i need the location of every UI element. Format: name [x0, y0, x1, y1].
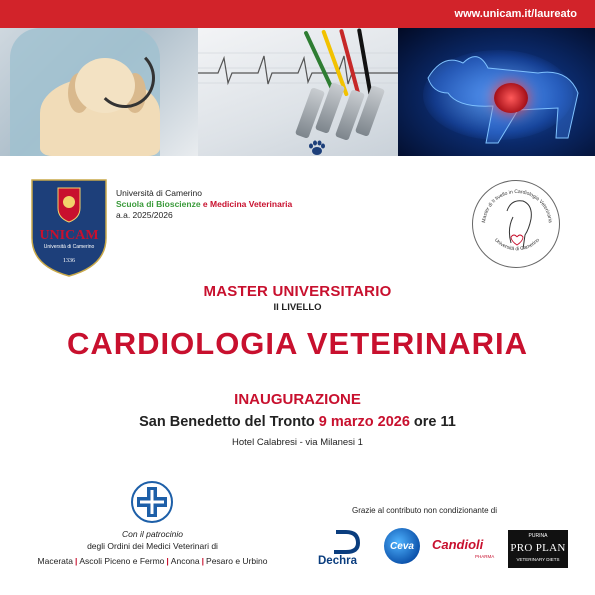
sponsors-label: Grazie al contributo non condizionante di: [352, 506, 497, 515]
program-level: II LIVELLO: [273, 302, 322, 313]
academic-year: a.a. 2025/2026: [116, 210, 173, 220]
purina-top-text: PURINA: [528, 533, 548, 539]
school-name-part1: Scuola di Bioscienze: [116, 199, 201, 209]
patronage-places: Macerata | Ascoli Piceno e Fermo | Ancona | Pesaro e Urbino: [37, 556, 268, 566]
vet-with-dog-photo: [0, 28, 198, 156]
event-date: 9 marzo 2026: [318, 414, 410, 430]
place-item: Macerata: [37, 556, 73, 566]
candioli-sub-text: PHARMA: [475, 554, 495, 559]
stethoscope-icon: [95, 48, 155, 108]
event-label: INAUGURAZIONE: [234, 391, 361, 408]
place-item: Ancona: [170, 556, 200, 566]
school-name-part2: e Medicina Veterinaria: [200, 199, 293, 209]
website-url[interactable]: www.unicam.it/laureato: [454, 8, 577, 20]
seal-top-text: Master di II livello in Cardiologia Veterinaria: [481, 188, 553, 224]
paw-icon: [308, 140, 326, 156]
crest-name-text: UNICAM: [39, 228, 99, 243]
dog-silhouette-icon: [507, 201, 531, 249]
master-seal-logo: [472, 180, 560, 268]
place-item: Ascoli Piceno e Fermo: [79, 556, 165, 566]
dechra-logo-text: Dechra: [318, 555, 357, 567]
crest-subtitle-text: Università di Camerino: [43, 244, 95, 250]
dog-heart-xray-photo: [398, 28, 595, 156]
purina-bottom-text: VETERINARY DIETS: [516, 557, 560, 562]
header-photo-strip: [0, 28, 595, 156]
patronage-line2: degli Ordini dei Medici Veterinari di: [87, 540, 218, 551]
place-item: Pesaro e Urbino: [206, 556, 268, 566]
event-time: ore 11: [409, 414, 456, 430]
event-datetime: [0, 414, 595, 430]
university-name: Università di Camerino: [116, 188, 202, 198]
medici-veterinari-cross-logo: [131, 481, 173, 523]
program-title: CARDIOLOGIA VETERINARIA: [66, 326, 529, 361]
university-info: [116, 188, 292, 221]
program-type: MASTER UNIVERSITARIO: [203, 283, 392, 300]
event-venue: Hotel Calabresi - via Milanesi 1: [232, 437, 363, 448]
seal-bottom-text: Università di Camerino: [493, 237, 541, 253]
purina-mid-text: PRO PLAN: [510, 542, 566, 554]
patronage-line1: Con il patrocinio: [122, 529, 183, 539]
seal-heart-icon: [511, 235, 523, 245]
heart-icon: [494, 83, 528, 113]
event-city: San Benedetto del Tronto: [139, 414, 319, 430]
unicam-crest-logo: [30, 178, 108, 278]
ceva-logo-text: Ceva: [390, 541, 414, 552]
patronage-text: [40, 529, 265, 552]
ecg-electrodes-photo: [198, 28, 398, 156]
svg-text:Master di II livello in Cardio: [481, 189, 553, 223]
candioli-logo-text: Candioli: [432, 537, 484, 552]
crest-year-text: 1336: [63, 258, 75, 264]
top-red-bar: [0, 0, 595, 28]
